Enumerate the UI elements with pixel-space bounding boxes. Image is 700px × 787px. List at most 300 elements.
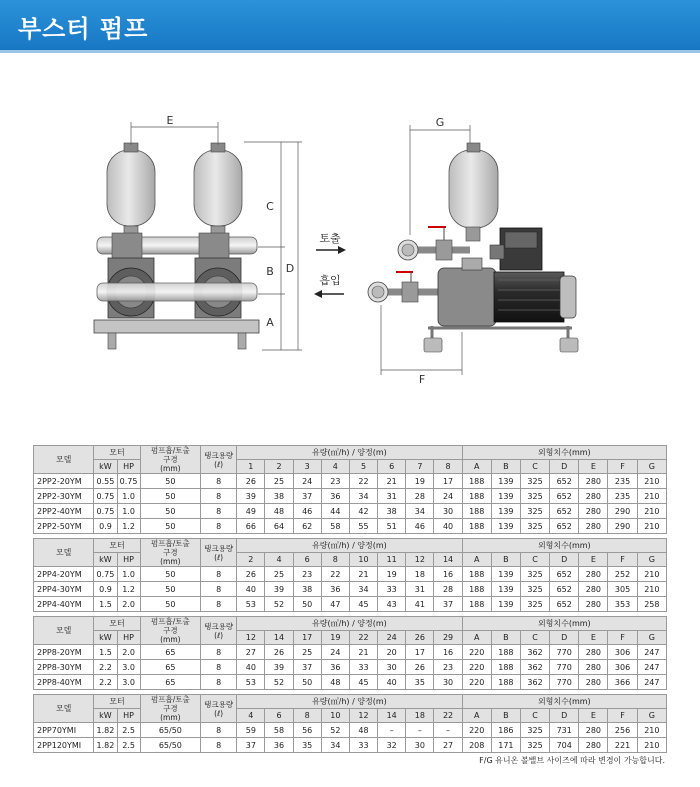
header-dim-col: A xyxy=(462,460,491,474)
cell-head: 31 xyxy=(406,582,434,597)
table-row xyxy=(34,504,667,519)
cell-tank: 8 xyxy=(201,675,237,690)
cell-dim: 325 xyxy=(520,582,549,597)
title-banner xyxy=(0,0,700,50)
cell-head: 58 xyxy=(321,519,349,534)
header-outer-dims: 외형치수(mm) xyxy=(462,446,666,460)
cell-dim: 188 xyxy=(462,474,491,489)
header-dim-col: D xyxy=(550,709,579,723)
cell-kw: 0.9 xyxy=(94,519,117,534)
cell-head: 40 xyxy=(237,582,265,597)
cell-tank: 8 xyxy=(201,738,237,753)
cell-head: 22 xyxy=(321,567,349,582)
pump-drawing xyxy=(0,100,700,400)
cell-dim: 139 xyxy=(491,597,520,612)
table-row xyxy=(34,597,667,612)
cell-dim: 280 xyxy=(579,519,608,534)
cell-head: 36 xyxy=(321,489,349,504)
cell-dim: 280 xyxy=(579,645,608,660)
cell-head: 25 xyxy=(293,645,321,660)
title-underline xyxy=(0,50,700,53)
header-kw: kW xyxy=(94,631,117,645)
header-flow-col: 22 xyxy=(349,631,377,645)
cell-kw: 0.75 xyxy=(94,504,117,519)
header-dim-col: B xyxy=(491,460,520,474)
cell-hp: 0.75 xyxy=(117,474,140,489)
cell-head: 21 xyxy=(349,567,377,582)
cell-dim: 210 xyxy=(637,474,666,489)
header-flow-col: 8 xyxy=(293,709,321,723)
cell-tank: 8 xyxy=(201,504,237,519)
cell-model: 2PP70YMI xyxy=(34,723,94,738)
header-flow-col: 29 xyxy=(434,631,462,645)
header-flow-col: 5 xyxy=(349,460,377,474)
table-header-row xyxy=(34,539,667,553)
cell-dim: 188 xyxy=(462,519,491,534)
header-dim-col: C xyxy=(520,460,549,474)
header-tank-line: (ℓ) xyxy=(214,552,224,562)
cell-head: 23 xyxy=(293,567,321,582)
cell-head: 64 xyxy=(265,519,293,534)
cell-dim: 362 xyxy=(520,675,549,690)
header-flow-col: 14 xyxy=(434,553,462,567)
header-motor: 모터 xyxy=(94,539,140,553)
table-header-row xyxy=(34,695,667,709)
header-tank xyxy=(201,539,237,567)
flow-indicators xyxy=(314,232,346,298)
cell-dim: 139 xyxy=(491,582,520,597)
cell-tank: 8 xyxy=(201,474,237,489)
cell-head: 62 xyxy=(293,519,321,534)
header-port-line: 구경 xyxy=(163,626,178,635)
cell-hp: 2.0 xyxy=(117,645,140,660)
cell-port: 65/50 xyxy=(140,738,200,753)
cell-model: 2PP4-20YM xyxy=(34,567,94,582)
cell-port: 65 xyxy=(140,645,200,660)
cell-kw: 2.2 xyxy=(94,660,117,675)
header-dim-col: D xyxy=(550,460,579,474)
cell-head: 26 xyxy=(406,660,434,675)
header-flow-col: 3 xyxy=(293,460,321,474)
cell-tank: 8 xyxy=(201,519,237,534)
cell-head: 39 xyxy=(265,660,293,675)
cell-head: 32 xyxy=(378,738,406,753)
header-dim-col: E xyxy=(579,631,608,645)
cell-head: 34 xyxy=(406,504,434,519)
header-dim-col: A xyxy=(462,631,491,645)
cell-head: 19 xyxy=(406,474,434,489)
header-dim-col: F xyxy=(608,631,637,645)
cell-head: – xyxy=(378,723,406,738)
header-flow-col: 14 xyxy=(265,631,293,645)
cell-dim: 305 xyxy=(608,582,637,597)
header-tank xyxy=(201,695,237,723)
header-tank-line: (ℓ) xyxy=(214,630,224,640)
header-dim-col: D xyxy=(550,631,579,645)
cell-hp: 1.0 xyxy=(117,489,140,504)
header-flow-col: 18 xyxy=(406,709,434,723)
cell-port: 50 xyxy=(140,567,200,582)
dim-label-f: F xyxy=(418,373,426,386)
table-header-row xyxy=(34,617,667,631)
cell-dim: 362 xyxy=(520,645,549,660)
cell-dim: 188 xyxy=(462,582,491,597)
cell-dim: 188 xyxy=(462,597,491,612)
header-dim-col: B xyxy=(491,553,520,567)
cell-dim: 325 xyxy=(520,723,549,738)
cell-head: 39 xyxy=(265,582,293,597)
header-port-line: 펌프흡/토출 xyxy=(150,446,190,455)
cell-head: 49 xyxy=(237,504,265,519)
cell-model: 2PP2-50YM xyxy=(34,519,94,534)
page-title: 부스터 펌프 xyxy=(18,15,149,43)
cell-dim: 652 xyxy=(550,582,579,597)
header-tank-line: 탱크용량 xyxy=(204,543,234,553)
header-dim-col: C xyxy=(520,553,549,567)
cell-dim: 652 xyxy=(550,519,579,534)
cell-head: 53 xyxy=(237,675,265,690)
cell-dim: 306 xyxy=(608,660,637,675)
header-flow-col: 6 xyxy=(265,709,293,723)
arrow-right-icon xyxy=(316,246,346,254)
pressure-switch-box xyxy=(490,228,542,270)
table-row xyxy=(34,675,667,690)
cell-port: 65/50 xyxy=(140,723,200,738)
cell-head: 20 xyxy=(378,645,406,660)
header-dim-col: F xyxy=(608,460,637,474)
cell-dim: 210 xyxy=(637,504,666,519)
cell-dim: 188 xyxy=(462,504,491,519)
cell-head: – xyxy=(434,723,462,738)
suction-label: 흡입 xyxy=(319,274,341,287)
cell-dim: 770 xyxy=(550,645,579,660)
cell-dim: 353 xyxy=(608,597,637,612)
table-subheader-row xyxy=(34,460,667,474)
front-view xyxy=(94,114,302,350)
cell-head: 46 xyxy=(293,504,321,519)
header-dim-col: A xyxy=(462,709,491,723)
header-outer-dims: 외형치수(mm) xyxy=(462,539,666,553)
cell-head: 40 xyxy=(434,519,462,534)
cell-tank: 8 xyxy=(201,489,237,504)
header-motor: 모터 xyxy=(94,446,140,460)
header-kw: kW xyxy=(94,460,117,474)
header-dim-col: F xyxy=(608,553,637,567)
header-port xyxy=(140,446,200,474)
header-flow-col: 6 xyxy=(378,460,406,474)
cell-head: 35 xyxy=(406,675,434,690)
header-flow-col: 14 xyxy=(378,709,406,723)
cell-dim: 366 xyxy=(608,675,637,690)
cell-port: 50 xyxy=(140,597,200,612)
cell-head: 35 xyxy=(293,738,321,753)
table-subheader-row xyxy=(34,553,667,567)
cell-head: 19 xyxy=(378,567,406,582)
cell-dim: 235 xyxy=(608,474,637,489)
cell-dim: 280 xyxy=(579,723,608,738)
cell-model: 2PP4-40YM xyxy=(34,597,94,612)
cell-head: 58 xyxy=(265,723,293,738)
cell-dim: 210 xyxy=(637,723,666,738)
header-flow-col: 7 xyxy=(406,460,434,474)
header-flow-col: 2 xyxy=(265,460,293,474)
cell-head: 26 xyxy=(237,567,265,582)
cell-head: 24 xyxy=(434,489,462,504)
cell-port: 50 xyxy=(140,489,200,504)
dim-label-g: G xyxy=(435,116,445,129)
cell-port: 65 xyxy=(140,675,200,690)
header-flow-head: 유량(㎥/h) / 양정(m) xyxy=(237,617,462,631)
footnote: F/G 유니온 볼밸브 사이즈에 따라 변경이 가능합니다. xyxy=(479,756,665,765)
cell-model: 2PP8-30YM xyxy=(34,660,94,675)
cell-dim: 188 xyxy=(491,675,520,690)
cell-dim: 186 xyxy=(491,723,520,738)
cell-dim: 325 xyxy=(520,474,549,489)
cell-model: 2PP8-40YM xyxy=(34,675,94,690)
cell-dim: 280 xyxy=(579,660,608,675)
cell-port: 50 xyxy=(140,474,200,489)
cell-head: 17 xyxy=(406,645,434,660)
header-tank-line: (ℓ) xyxy=(214,708,224,718)
header-hp: HP xyxy=(117,460,140,474)
cell-head: 27 xyxy=(434,738,462,753)
header-outer-dims: 외형치수(mm) xyxy=(462,695,666,709)
header-model: 모델 xyxy=(34,617,94,645)
cell-head: 28 xyxy=(406,489,434,504)
cell-head: 50 xyxy=(293,675,321,690)
cell-dim: 220 xyxy=(462,723,491,738)
cell-dim: 256 xyxy=(608,723,637,738)
cell-head: 18 xyxy=(406,567,434,582)
header-tank-line: 탱크용량 xyxy=(204,450,234,460)
dim-label-c: C xyxy=(266,200,274,213)
cell-head: 21 xyxy=(378,474,406,489)
header-port xyxy=(140,695,200,723)
cell-dim: 280 xyxy=(579,675,608,690)
cell-dim: 220 xyxy=(462,675,491,690)
table-row xyxy=(34,474,667,489)
cell-head: 45 xyxy=(349,597,377,612)
cell-head: – xyxy=(406,723,434,738)
cell-hp: 1.2 xyxy=(117,519,140,534)
cell-head: 47 xyxy=(321,597,349,612)
cell-dim: 139 xyxy=(491,519,520,534)
cell-tank: 8 xyxy=(201,582,237,597)
header-dim-col: E xyxy=(579,553,608,567)
cell-model: 2PP120YMI xyxy=(34,738,94,753)
cell-dim: 139 xyxy=(491,474,520,489)
cell-dim: 188 xyxy=(491,645,520,660)
cell-dim: 220 xyxy=(462,645,491,660)
header-flow-col: 11 xyxy=(378,553,406,567)
header-dim-col: G xyxy=(637,460,666,474)
cell-head: 56 xyxy=(293,723,321,738)
header-model: 모델 xyxy=(34,446,94,474)
cell-kw: 0.75 xyxy=(94,567,117,582)
header-port-line: (mm) xyxy=(160,713,181,722)
cell-dim: 247 xyxy=(637,645,666,660)
header-dim-col: C xyxy=(520,709,549,723)
cell-head: 43 xyxy=(378,597,406,612)
cell-kw: 0.55 xyxy=(94,474,117,489)
cell-dim: 652 xyxy=(550,489,579,504)
cell-head: 48 xyxy=(321,675,349,690)
header-flow-col: 26 xyxy=(406,631,434,645)
cell-hp: 1.2 xyxy=(117,582,140,597)
cell-hp: 3.0 xyxy=(117,660,140,675)
discharge-label: 토출 xyxy=(319,232,341,245)
cell-dim: 306 xyxy=(608,645,637,660)
header-dim-col: G xyxy=(637,631,666,645)
cell-head: 39 xyxy=(237,489,265,504)
cell-head: 23 xyxy=(434,660,462,675)
cell-head: 40 xyxy=(378,675,406,690)
cell-head: 52 xyxy=(265,675,293,690)
cell-head: 37 xyxy=(237,738,265,753)
cell-head: 37 xyxy=(293,660,321,675)
cell-dim: 280 xyxy=(579,504,608,519)
header-dim-col: G xyxy=(637,709,666,723)
base-frame xyxy=(94,320,259,333)
header-port-line: 구경 xyxy=(163,548,178,557)
cell-dim: 290 xyxy=(608,504,637,519)
side-base-frame xyxy=(424,326,578,352)
cell-dim: 247 xyxy=(637,660,666,675)
cell-head: 53 xyxy=(237,597,265,612)
cell-head: 22 xyxy=(349,474,377,489)
cell-head: 48 xyxy=(349,723,377,738)
header-dim-col: F xyxy=(608,709,637,723)
cell-kw: 1.5 xyxy=(94,645,117,660)
cell-head: 34 xyxy=(349,582,377,597)
header-motor: 모터 xyxy=(94,617,140,631)
cell-dim: 188 xyxy=(491,660,520,675)
side-view xyxy=(368,116,578,386)
header-flow-col: 8 xyxy=(434,460,462,474)
cell-dim: 280 xyxy=(579,489,608,504)
header-flow-col: 22 xyxy=(434,709,462,723)
header-model: 모델 xyxy=(34,539,94,567)
cell-dim: 280 xyxy=(579,567,608,582)
cell-dim: 325 xyxy=(520,738,549,753)
cell-head: 52 xyxy=(321,723,349,738)
cell-tank: 8 xyxy=(201,723,237,738)
cell-head: 25 xyxy=(265,474,293,489)
cell-dim: 188 xyxy=(462,489,491,504)
cell-head: 24 xyxy=(321,645,349,660)
header-model: 모델 xyxy=(34,695,94,723)
cell-tank: 8 xyxy=(201,597,237,612)
cell-head: 44 xyxy=(321,504,349,519)
cell-model: 2PP2-30YM xyxy=(34,489,94,504)
cell-head: 33 xyxy=(378,582,406,597)
cell-dim: 139 xyxy=(491,567,520,582)
header-flow-col: 12 xyxy=(406,553,434,567)
header-dim-col: G xyxy=(637,553,666,567)
dim-label-a: A xyxy=(266,316,274,329)
table-row xyxy=(34,582,667,597)
header-flow-col: 10 xyxy=(321,709,349,723)
cell-dim: 210 xyxy=(637,519,666,534)
cell-dim: 247 xyxy=(637,675,666,690)
pressure-tank-side xyxy=(449,143,498,241)
header-port-line: 펌프흡/토출 xyxy=(150,617,190,626)
cell-head: 25 xyxy=(265,567,293,582)
cell-kw: 2.2 xyxy=(94,675,117,690)
header-port-line: (mm) xyxy=(160,557,181,566)
cell-head: 51 xyxy=(378,519,406,534)
cell-kw: 1.82 xyxy=(94,723,117,738)
cell-head: 48 xyxy=(265,504,293,519)
cell-port: 65 xyxy=(140,660,200,675)
suction-valve xyxy=(368,272,440,302)
table-row xyxy=(34,519,667,534)
cell-head: 52 xyxy=(265,597,293,612)
header-port-line: 구경 xyxy=(163,455,178,464)
header-kw: kW xyxy=(94,553,117,567)
cell-model: 2PP2-40YM xyxy=(34,504,94,519)
cell-dim: 221 xyxy=(608,738,637,753)
cell-head: 31 xyxy=(378,489,406,504)
cell-head: 33 xyxy=(349,660,377,675)
header-tank-line: (ℓ) xyxy=(214,459,224,469)
cell-kw: 0.9 xyxy=(94,582,117,597)
header-flow-col: 6 xyxy=(293,553,321,567)
cell-head: 34 xyxy=(349,489,377,504)
table-row xyxy=(34,645,667,660)
cell-dim: 210 xyxy=(637,489,666,504)
cell-dim: 325 xyxy=(520,597,549,612)
dim-label-d: D xyxy=(285,262,295,275)
cell-hp: 2.5 xyxy=(117,723,140,738)
header-kw: kW xyxy=(94,709,117,723)
cell-dim: 208 xyxy=(462,738,491,753)
cell-head: 42 xyxy=(349,504,377,519)
header-flow-col: 24 xyxy=(378,631,406,645)
table-row xyxy=(34,738,667,753)
cell-dim: 210 xyxy=(637,567,666,582)
header-port xyxy=(140,539,200,567)
cell-dim: 325 xyxy=(520,567,549,582)
pressure-tank-left xyxy=(107,143,155,236)
cell-head: 37 xyxy=(434,597,462,612)
header-tank xyxy=(201,446,237,474)
cell-dim: 252 xyxy=(608,567,637,582)
cell-kw: 1.5 xyxy=(94,597,117,612)
table-subheader-row xyxy=(34,631,667,645)
header-dim-col: B xyxy=(491,709,520,723)
header-tank xyxy=(201,617,237,645)
cell-head: 38 xyxy=(293,582,321,597)
cell-head: 36 xyxy=(321,582,349,597)
header-flow-head: 유량(㎥/h) / 양정(m) xyxy=(237,446,462,460)
cell-dim: 235 xyxy=(608,489,637,504)
header-flow-col: 10 xyxy=(349,553,377,567)
cell-dim: 652 xyxy=(550,474,579,489)
cell-head: 50 xyxy=(293,597,321,612)
cell-head: 33 xyxy=(349,738,377,753)
discharge-valve xyxy=(398,227,470,260)
cell-model: 2PP8-20YM xyxy=(34,645,94,660)
header-flow-col: 12 xyxy=(349,709,377,723)
header-tank-line: 탱크용량 xyxy=(204,621,234,631)
header-flow-col: 4 xyxy=(265,553,293,567)
cell-hp: 3.0 xyxy=(117,675,140,690)
cell-hp: 1.0 xyxy=(117,567,140,582)
cell-dim: 188 xyxy=(462,567,491,582)
header-flow-col: 19 xyxy=(321,631,349,645)
cell-head: 45 xyxy=(349,675,377,690)
